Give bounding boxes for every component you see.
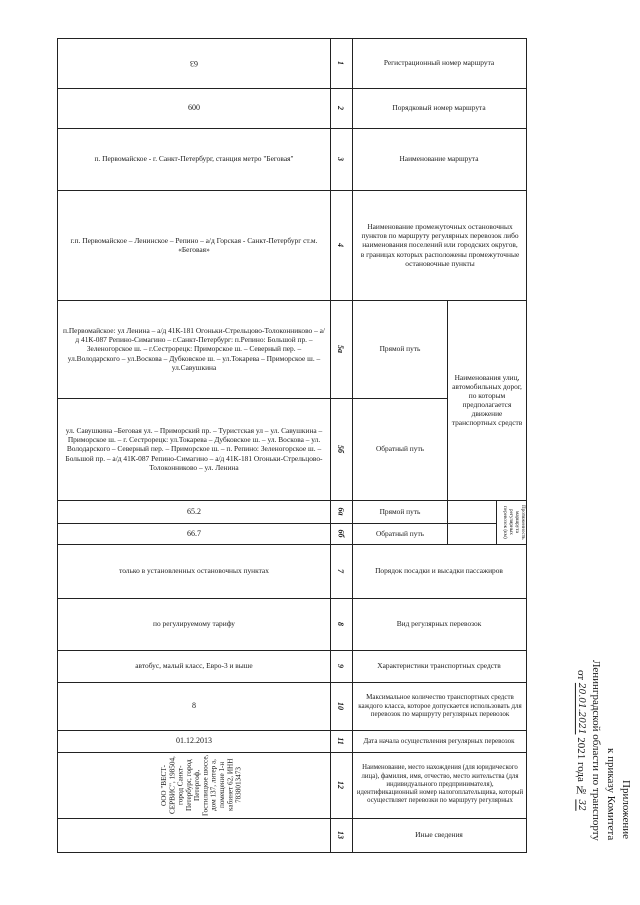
row-number-4: 4 [336, 243, 346, 247]
row-label-6b: Обратный путь [375, 528, 425, 538]
boarding-procedure: только в установленных остановочных пунктах [119, 566, 269, 576]
intermediate-stops: г.п. Первомайское – Ленинское – Репино – а/д Горская - Санкт-Петербург ст.м. «Беговая» [70, 235, 318, 254]
return-route-streets: ул. Савушкина –Беговая ул. – Приморский пр. – Туристская ул – ул. Савушкина – Приморское ш. – г. Сестрорецк: ул.Токарева – Дубковское ш. – ул. Воскова – ул. Володарского – Северный пер. – Приморское ш. – п. Репино: Зеленогорское ш. – Большой пр. – а/д 41К-087 Репино-Симагино – а/д 41К-181 Огоньки-Стрельцово-Толоконниково – ул. Ленина [65, 426, 323, 472]
row-number-10: 10 [336, 702, 346, 710]
appendix-order-ref: к приказу Комитета [605, 748, 617, 841]
row-label-5b: Обратный путь [375, 444, 425, 454]
row-label-10: Максимальное количество транспортных средств каждого класса, которое допускается использовать для перевозок по маршруту регулярных перевозок [358, 693, 522, 719]
row-number-1: 1 [336, 61, 346, 65]
row-number-3: 3 [336, 157, 346, 161]
appendix-date-prefix: от [575, 670, 587, 681]
group-label-streets: Наименования улиц, автомобильных дорог, по которым предполагается движение транспортных средств [451, 372, 523, 428]
row-label-6a: Прямой путь [379, 506, 421, 516]
row-number-5a: 5а [336, 345, 346, 353]
start-date: 01.12.2013 [176, 736, 212, 746]
row-number-8: 8 [336, 622, 346, 626]
appendix-order-number: 32 [576, 799, 586, 811]
row-number-13: 13 [336, 831, 346, 839]
appendix-title: Приложение [620, 780, 632, 840]
row-number-5b: 5б [336, 445, 346, 453]
row-number-6b: 6б [336, 529, 346, 538]
row-number-2: 2 [336, 106, 346, 110]
table-border-top [57, 38, 527, 39]
appendix-date-line [575, 670, 586, 811]
route-name: п. Первомайское - г. Санкт-Петербург, станция метро "Беговая" [94, 154, 294, 164]
route-serial-number: 600 [188, 103, 200, 113]
appendix-committee: Ленинградской области по транспорту [590, 660, 602, 841]
row-label-5a: Прямой путь [379, 344, 421, 354]
row-label-2: Порядковый номер маршрута [392, 103, 486, 113]
row-label-13: Иные сведения [415, 830, 463, 840]
row-number-12: 12 [336, 781, 346, 789]
row-label-8: Вид регулярных перевозок [396, 619, 482, 629]
row-number-9: 9 [336, 664, 346, 668]
appendix-year: 2021 года № [575, 737, 587, 797]
group-label-length: Протяженность маршрута регулярных перевозок (км) [502, 504, 526, 540]
row-label-11: Дата начала осуществления регулярных перевозок [363, 736, 515, 745]
row-label-7: Порядок посадки и высадки пассажиров [375, 566, 503, 576]
row-label-12: Наименование, место нахождения (для юридического лица), фамилия, имя, отчество, место жительства (для индивидуального предпринимателя), идентификационный номер налогоплательщика, который осуществляет перевозки по маршруту регулярных [356, 764, 524, 805]
forward-route-streets: п.Первомайское: ул Ленина – а/д 41К-181 Огоньки-Стрельцово-Толоконниково – а/д 41К-087 Репино-Симагино – г.Санкт-Петербург: п.Репино: Большой пр. – Зеленогорское ш. – г.Сестрорецк: Приморское ш. – Северный пер. – ул.Володарского – ул.Воскова – Дубковское ш. – ул.Токарева – Приморское ш. – ул.Савушкина [63, 326, 325, 372]
forward-route-length: 65.2 [187, 506, 201, 516]
column-divider-group [447, 300, 448, 544]
transport-type: по регулируемому тарифу [153, 619, 235, 629]
appendix-header [560, 640, 640, 890]
row-label-1: Регистрационный номер маршрута [383, 58, 495, 68]
row-label-9: Характеристики транспортных средств [377, 661, 501, 671]
vehicle-characteristics: автобус, малый класс, Евро-3 и выше [135, 661, 253, 671]
row-label-4: Наименование промежуточных остановочных пунктов по маршруту регулярных перевозок либо наименования поселений или городских округов, в границах которых расположены промежуточные остановочные пункты [360, 222, 520, 268]
return-route-length: 66.7 [187, 528, 201, 538]
other-info [60, 819, 328, 851]
route-registration-number: 63 [190, 58, 198, 68]
table-border-bottom [57, 852, 527, 853]
row-number-11: 11 [336, 737, 346, 745]
row-number-7: 7 [336, 569, 346, 573]
row-label-3: Наименование маршрута [399, 154, 479, 164]
max-vehicles: 8 [192, 701, 196, 711]
carrier-info: ООО "ВЕСТ-СЕРВИС", 198504, город Санкт-Петербург, город Петергоф, Гостилицкое шоссе, дом 137, литер а, помещение 1-н кабинет 62, ИНН 7838013473 [160, 754, 243, 816]
appendix-date-handwritten: 20.01.2021 [576, 682, 586, 735]
row-number-6a: 6а [336, 507, 346, 516]
